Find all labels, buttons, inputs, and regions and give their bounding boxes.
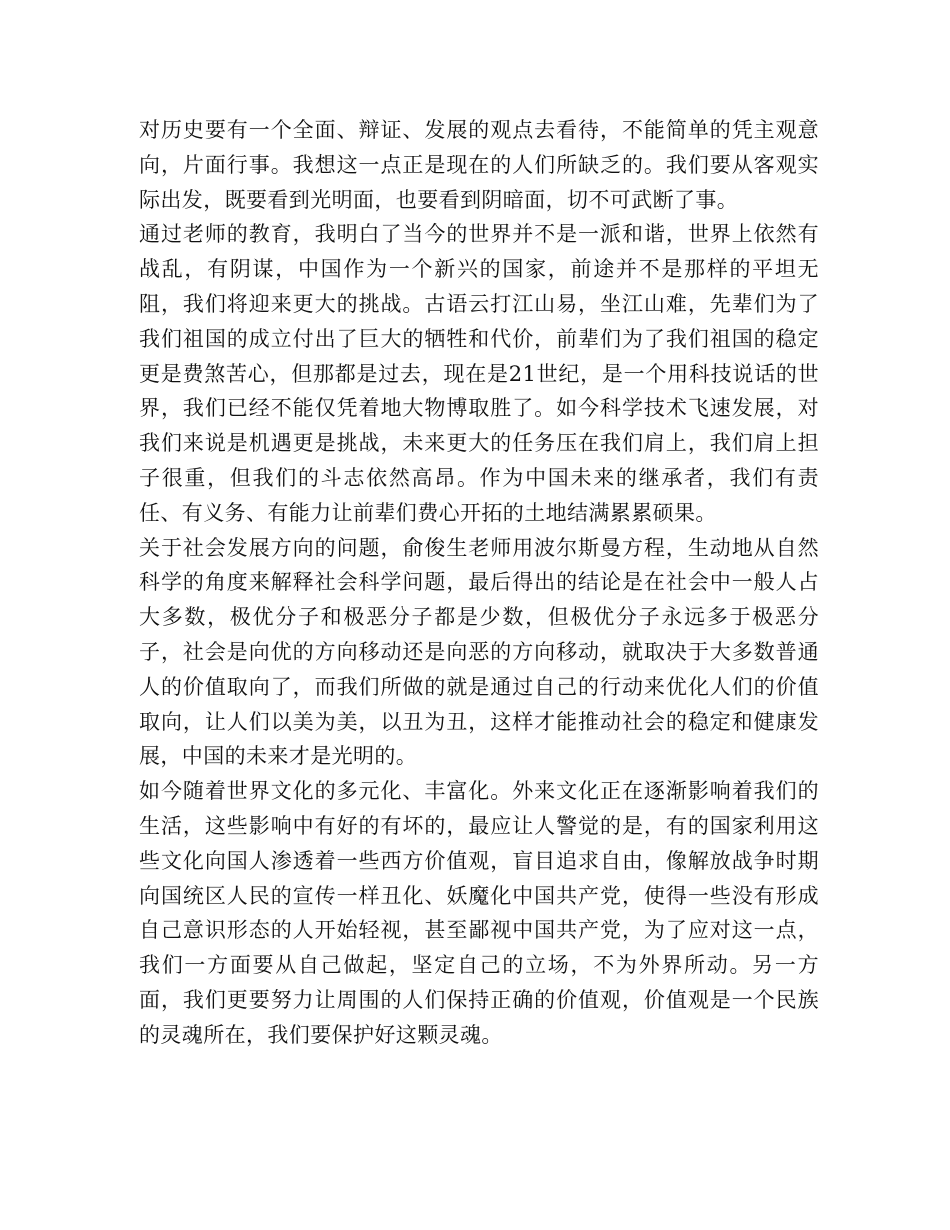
paragraph-3: 关于社会发展方向的问题，俞俊生老师用波尔斯曼方程，生动地从自然科学的角度来解释社会科学问题，最后得出的结论是在社会中一般人占大多数，极优分子和极恶分子都是少数，但极优分子永远多于极恶分子，社会是向优的方向移动还是向恶的方向移动，就取决于大多数普通人的价值取向了，而我们所做的就是通过自己的行动来优化人们的价值取向，让人们以美为美，以丑为丑，这样才能推动社会的稳定和健康发展，中国的未来才是光明的。: [139, 535, 819, 769]
paragraph-1: 对历史要有一个全面、辩证、发展的观点去看待，不能简单的凭主观意向，片面行事。我想这一点正是现在的人们所缺乏的。我们要从客观实际出发，既要看到光明面，也要看到阴暗面，切不可武断了事。: [139, 118, 819, 212]
paragraph-4: 如今随着世界文化的多元化、丰富化。外来文化正在逐渐影响着我们的生活，这些影响中有好的有坏的，最应让人警觉的是，有的国家利用这些文化向国人渗透着一些西方价值观，盲目追求自由，像解放战争时期向国统区人民的宣传一样丑化、妖魔化中国共产党，使得一些没有形成自己意识形态的人开始轻视，甚至鄙视中国共产党，为了应对这一点，我们一方面要从自己做起，坚定自己的立场，不为外界所动。另一方面，我们更要努力让周围的人们保持正确的价值观，价值观是一个民族的灵魂所在，我们要保护好这颗灵魂。: [139, 779, 819, 1047]
document-body: [139, 113, 819, 1053]
paragraph-2: 通过老师的教育，我明白了当今的世界并不是一派和谐，世界上依然有战乱，有阴谋，中国作为一个新兴的国家，前途并不是那样的平坦无阻，我们将迎来更大的挑战。古语云打江山易，坐江山难，先辈们为了我们祖国的成立付出了巨大的牺牲和代价，前辈们为了我们祖国的稳定更是费煞苦心，但那都是过去，现在是21世纪，是一个用科技说话的世界，我们已经不能仅凭着地大物博取胜了。如今科学技术飞速发展，对我们来说是机遇更是挑战，未来更大的任务压在我们肩上，我们肩上担子很重，但我们的斗志依然高昂。作为中国未来的继承者，我们有责任、有义务、有能力让前辈们费心开拓的土地结满累累硕果。: [139, 222, 819, 525]
